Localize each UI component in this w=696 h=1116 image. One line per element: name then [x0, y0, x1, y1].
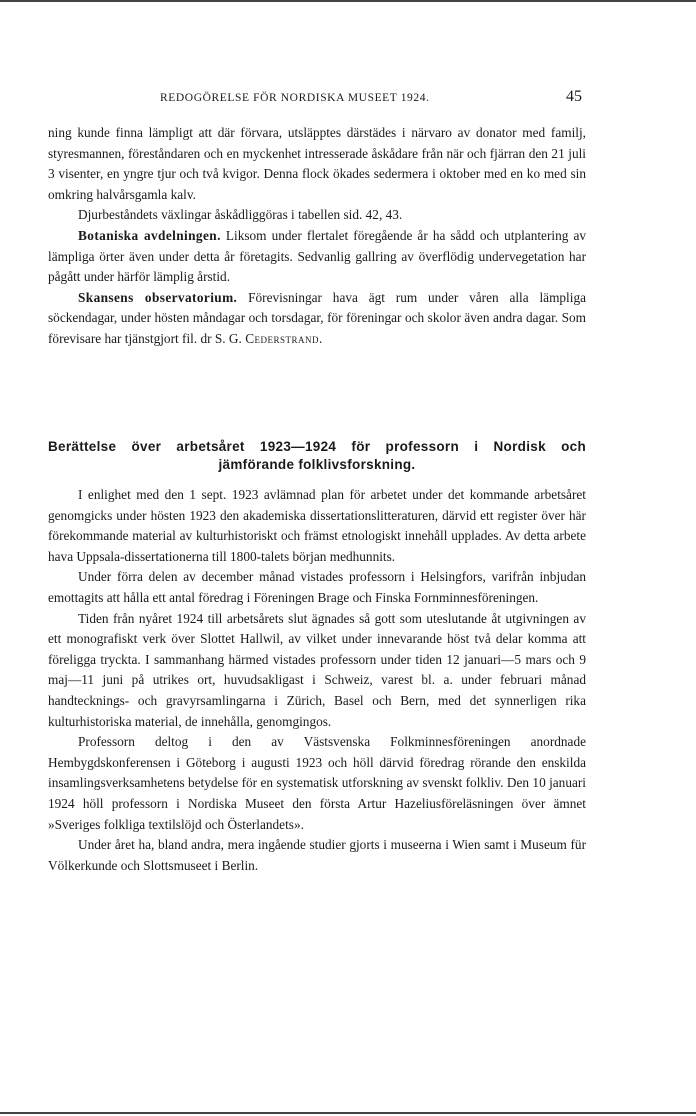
section-heading — [48, 438, 586, 474]
paragraph-observatorium — [48, 288, 586, 350]
paragraph-observatorium-text: Förevisningar hava ägt rum under våren alla lämpliga söckendagar, under hösten måndagar och torsdagar, för föreningar och skolor även andra dagar. Som förevisare har tjänstgjort fil. dr S. G. — [48, 289, 586, 346]
page-bottom-edge — [0, 1112, 696, 1114]
person-name: Cederstrand. — [245, 330, 323, 346]
paragraph-helsingfors: Under förra delen av december månad vistades professorn i Helsingfors, varifrån inbjudan emottagits att hålla ett antal föredrag i Föreningen Brage och Finska Fornminnesföreningen. — [48, 569, 586, 605]
paragraph-hallwil: Tiden från nyåret 1924 till arbetsårets slut ägnades så gott som uteslutande åt utgivningen av ett monografiskt verk över Slottet Hallwil, av vilket under innevarande höst två delar komma att föreligga tryckta. I sammanhang härmed vistades professorn under tiden 12 januari—5 mars och 9 maj—11 juni på utrikes ort, huvudsakligast i Schweiz, varest bl. a. under februari månad handtecknings- och gravyrsamlingarna i Zürich, Basel och Bern, med det synnerligen rika kulturhistoriska material, de innehålla, genomgingos. — [48, 610, 586, 729]
paragraph-wien-berlin: Under året ha, bland andra, mera ingående studier gjorts i museerna i Wien samt i Museum für Völkerkunde och Slottsmuseet i Berlin. — [48, 837, 586, 873]
run-in-heading-observatorium: Skansens observatorium. — [78, 289, 238, 305]
paragraph-goteborg: Professorn deltog i den av Västsvenska Folkminnesföreningen anordnade Hembygdskonferensen i Göteborg i augusti 1923 och höll därvid föredrag rörande den enskilda insamlingsverksamhetens betydelse för en systematisk utforskning av svenskt folkliv. Den 10 januari 1924 höll professorn i Nordiska Museet den första Artur Hazeliusföreläsningen över ämnet »Sveriges folkliga textilslöjd och Österlandets». — [48, 734, 586, 832]
paragraph-visenter: ning kunde finna lämpligt att där förvara, utsläpptes därstädes i närvaro av donator med familj, styresmannen, föreståndaren och en myckenhet intresserade åskådare från när och fjärran den 21 juli 3 visenter, en yngre tjur och två kvigor. Denna flock ökades sedermera i oktober med en ko med sin omkring halvårsgamla kalv. — [48, 125, 586, 202]
running-head: REDOGÖRELSE FÖR NORDISKA MUSEET 1924. — [160, 92, 430, 104]
page-number: 45 — [566, 88, 582, 105]
paragraph-enlighet: I enlighet med den 1 sept. 1923 avlämnad plan för arbetet under det kommande arbetsåret genomgicks under hösten 1923 den akademiska dissertationslitteraturen, därvid ett register över här förekommande material av kulturhistoriskt och främst etnologiskt innehåll upplades. Av detta arbete hava Uppsala-dissertationerna till 1800-talets början medhunnits. — [48, 487, 586, 564]
section-skansen-continued — [48, 123, 586, 350]
page-top-edge — [0, 0, 696, 2]
run-in-heading-botaniska: Botaniska avdelningen. — [78, 227, 221, 243]
paragraph-botaniska — [48, 226, 586, 288]
section-folklivsforskning — [48, 485, 586, 876]
paragraph-botaniska-text: Liksom under flertalet föregående år ha sådd och utplantering av lämpliga örter även under detta år företagits. Sedvanlig gallring av överflödig undervegetation har pågått under härför lämplig årstid. — [48, 227, 586, 285]
section-heading-line-2: jämförande folklivsforskning. — [218, 457, 416, 472]
paragraph-djurbestand: Djurbeståndets växlingar åskådliggöras i tabellen sid. 42, 43. — [78, 207, 403, 223]
section-heading-line-1: Berättelse över arbetsåret 1923—1924 för professorn i Nordisk och — [48, 439, 586, 454]
